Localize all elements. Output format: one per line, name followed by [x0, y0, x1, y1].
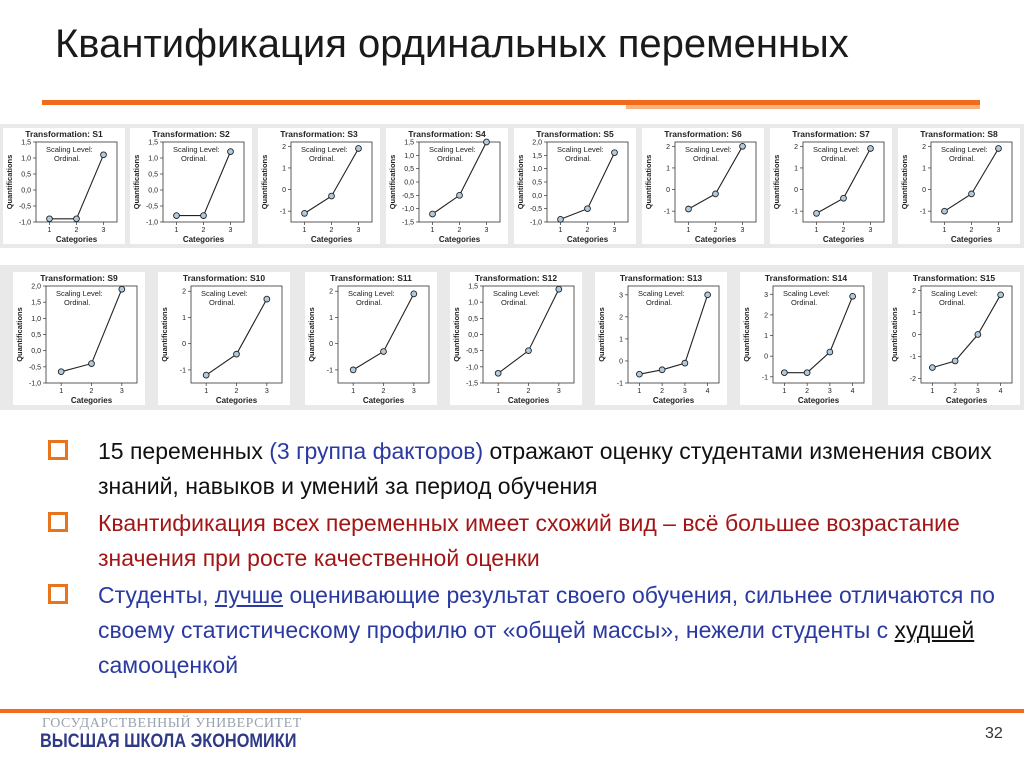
chart-title: Transformation: S8	[920, 129, 998, 139]
data-point	[119, 286, 125, 292]
data-point	[975, 332, 981, 338]
bullet-2-text: Квантификация всех переменных имеет схожий вид – всё большее возрастание значения при росте качественной оценки	[98, 510, 960, 571]
y-tick-label: 1,5	[404, 139, 414, 147]
chart-15	[888, 272, 1020, 405]
y-axis-label: Quantifications	[516, 154, 525, 210]
data-point	[74, 216, 80, 222]
x-tick-label: 2	[585, 227, 590, 234]
data-point	[814, 210, 820, 216]
chart-4	[386, 128, 508, 244]
chart-title: Transformation: S11	[330, 273, 412, 283]
data-point	[356, 146, 362, 152]
scaling-level-value: Ordinal.	[209, 298, 236, 307]
x-tick-label: 2	[234, 388, 239, 395]
x-tick-label: 1	[430, 227, 435, 234]
x-tick-label: 1	[496, 388, 501, 395]
x-tick-label: 1	[59, 388, 64, 395]
bullet-3-text-b: оценивающие результат своего обучения, сильнее отличаются по своему статистическому профилю от «общей массы», нежели студенты с	[98, 582, 995, 643]
chart-title: Transformation: S2	[152, 129, 230, 139]
x-tick-label: 1	[686, 227, 691, 234]
x-axis-label: Categories	[362, 396, 405, 405]
y-tick-label: 2	[619, 314, 623, 322]
x-axis-label: Categories	[70, 396, 113, 405]
y-tick-label: 0,0	[21, 187, 31, 195]
y-tick-label: 1	[666, 165, 670, 173]
y-tick-label: 1,5	[148, 139, 158, 147]
x-tick-label: 1	[204, 388, 209, 395]
x-tick-label: 4	[705, 388, 710, 395]
y-tick-label: 1,0	[532, 166, 542, 174]
y-tick-label: 2	[182, 288, 186, 296]
y-tick-label: 0	[764, 353, 768, 361]
y-tick-label: -1,0	[18, 219, 31, 227]
x-tick-label: 1	[47, 227, 52, 234]
scaling-level-value: Ordinal.	[821, 154, 848, 163]
data-point	[302, 210, 308, 216]
chart-7	[770, 128, 892, 244]
y-tick-label: 2	[794, 143, 798, 151]
scaling-level-value: Ordinal.	[646, 298, 673, 307]
square-bullet-icon	[48, 584, 68, 604]
x-tick-label: 1	[782, 388, 787, 395]
y-tick-label: -0,5	[401, 192, 414, 200]
x-tick-label: 3	[682, 388, 687, 395]
data-point	[58, 369, 64, 375]
y-tick-label: 2	[666, 143, 670, 151]
y-tick-label: -1	[791, 208, 798, 216]
scaling-level-label: Scaling Level:	[638, 289, 685, 298]
scaling-level-label: Scaling Level:	[173, 145, 220, 154]
y-axis-label: Quantifications	[160, 307, 169, 362]
x-axis-label: Categories	[182, 235, 225, 244]
x-axis-label: Categories	[310, 235, 353, 244]
x-tick-label: 3	[556, 388, 561, 395]
y-tick-label: -1	[279, 208, 286, 216]
data-point	[682, 360, 688, 366]
chart-title: Transformation: S15	[912, 273, 996, 283]
bullet-item-1	[48, 434, 1008, 504]
data-point	[484, 139, 490, 145]
x-tick-label: 1	[637, 388, 642, 395]
data-point	[174, 213, 180, 219]
square-bullet-icon	[48, 512, 68, 532]
x-tick-label: 1	[174, 227, 179, 234]
x-tick-label: 3	[827, 388, 832, 395]
x-axis-label: Categories	[945, 396, 988, 405]
chart-title: Transformation: S14	[764, 273, 848, 283]
data-point	[329, 193, 335, 199]
x-tick-label: 3	[612, 227, 617, 234]
bullet-item-3	[48, 578, 1008, 683]
plot-frame	[46, 286, 137, 383]
scaling-level-label: Scaling Level:	[201, 289, 248, 298]
y-tick-label: 1	[922, 165, 926, 173]
x-axis-label: Categories	[55, 235, 98, 244]
y-axis-label: Quantifications	[597, 307, 606, 362]
y-tick-label: 2,0	[31, 283, 41, 291]
data-point	[952, 358, 958, 364]
data-point	[612, 150, 618, 156]
scaling-level-label: Scaling Level:	[348, 289, 395, 298]
y-axis-label: Quantifications	[132, 154, 141, 210]
y-tick-label: 1,0	[468, 299, 478, 307]
y-tick-label: 1	[282, 165, 286, 173]
scaling-level-value: Ordinal.	[356, 298, 383, 307]
y-tick-label: -0,5	[18, 203, 31, 211]
y-tick-label: 1	[794, 165, 798, 173]
y-tick-label: 0	[329, 341, 333, 349]
y-tick-label: 0,0	[532, 192, 542, 200]
y-tick-label: 0	[922, 187, 926, 195]
scaling-level-label: Scaling Level:	[685, 145, 732, 154]
chart-title: Transformation: S5	[536, 129, 614, 139]
y-tick-label: 0,0	[31, 348, 41, 356]
y-tick-label: 1,5	[532, 152, 542, 160]
chart-10	[158, 272, 290, 405]
x-tick-label: 3	[119, 388, 124, 395]
chart-13	[595, 272, 727, 405]
x-tick-label: 3	[996, 227, 1001, 234]
y-axis-label: Quantifications	[644, 154, 653, 210]
data-point	[998, 292, 1004, 298]
x-tick-label: 1	[814, 227, 819, 234]
chart-title: Transformation: S7	[792, 129, 870, 139]
y-axis-label: Quantifications	[5, 154, 14, 210]
x-tick-label: 2	[805, 388, 810, 395]
y-tick-label: -1	[179, 367, 186, 375]
data-point	[526, 348, 532, 354]
x-tick-label: 4	[850, 388, 855, 395]
y-tick-label: 0	[666, 187, 670, 195]
x-tick-label: 1	[942, 227, 947, 234]
scaling-level-value: Ordinal.	[309, 154, 336, 163]
data-point	[201, 213, 207, 219]
bullet-1-highlight: (3 группа факторов)	[269, 438, 484, 464]
plot-frame	[483, 286, 574, 383]
data-point	[636, 371, 642, 377]
university-logo-bottom: ВЫСШАЯ ШКОЛА ЭКОНОМИКИ	[40, 731, 297, 752]
square-bullet-icon	[48, 440, 68, 460]
data-point	[969, 191, 975, 197]
chart-6	[642, 128, 764, 244]
university-logo-top: ГОСУДАРСТВЕННЫЙ УНИВЕРСИТЕТ	[42, 716, 302, 731]
data-point	[585, 206, 591, 212]
y-tick-label: 2,0	[532, 139, 542, 147]
x-axis-label: Categories	[507, 396, 550, 405]
y-tick-label: 0,0	[148, 187, 158, 195]
y-tick-label: 0	[619, 358, 623, 366]
y-tick-label: 2	[764, 312, 768, 320]
y-tick-label: 1	[619, 336, 623, 344]
scaling-level-label: Scaling Level:	[557, 145, 604, 154]
scaling-level-value: Ordinal.	[181, 154, 208, 163]
y-tick-label: -1	[326, 367, 333, 375]
footer-divider	[0, 709, 1024, 713]
data-point	[781, 370, 787, 376]
x-tick-label: 3	[975, 388, 980, 395]
y-tick-label: 1,5	[31, 299, 41, 307]
x-tick-label: 2	[660, 388, 665, 395]
y-tick-label: 1,0	[21, 155, 31, 163]
y-tick-label: 0	[912, 332, 916, 339]
x-tick-label: 3	[411, 388, 416, 395]
x-tick-label: 2	[74, 227, 79, 234]
chart-3	[258, 128, 380, 244]
chart-title: Transformation: S13	[619, 273, 703, 283]
y-tick-label: 2	[922, 143, 926, 151]
scaling-level-value: Ordinal.	[437, 154, 464, 163]
y-tick-label: -0,5	[529, 206, 542, 214]
data-point	[411, 291, 417, 297]
y-tick-label: 1	[912, 309, 916, 317]
bullet-1-text-a: 15 переменных	[98, 438, 270, 464]
bullet-item-2	[48, 506, 1008, 576]
x-tick-label: 3	[264, 388, 269, 395]
y-tick-label: -1,0	[529, 219, 542, 227]
chart-8	[898, 128, 1020, 244]
x-tick-label: 2	[457, 227, 462, 234]
scaling-level-label: Scaling Level:	[429, 145, 476, 154]
y-tick-label: -1,0	[145, 219, 158, 227]
data-point	[850, 293, 856, 299]
data-point	[228, 149, 234, 155]
y-tick-label: 0,0	[404, 179, 414, 187]
bullet-1-text-b: отражают оценку студентами изменения своих знаний, навыков и умений за период обучения	[98, 438, 992, 499]
x-tick-label: 2	[526, 388, 531, 395]
bullet-3-text-a: Студенты,	[98, 582, 215, 608]
y-tick-label: -2	[909, 376, 916, 384]
y-tick-label: -1	[663, 208, 670, 216]
x-tick-label: 1	[930, 388, 935, 395]
data-point	[203, 372, 209, 378]
x-tick-label: 3	[868, 227, 873, 234]
y-tick-label: 1,0	[31, 315, 41, 323]
chart-title: Transformation: S10	[182, 273, 266, 283]
x-tick-label: 3	[356, 227, 361, 234]
scaling-level-value: Ordinal.	[939, 298, 966, 307]
bullet-3-underlined-worse: худшей	[894, 617, 975, 643]
y-tick-label: 3	[619, 292, 623, 300]
x-tick-label: 1	[351, 388, 356, 395]
data-point	[234, 351, 240, 357]
x-tick-label: 2	[89, 388, 94, 395]
chart-12	[450, 272, 582, 405]
bullet-list	[48, 434, 1008, 685]
data-point	[686, 206, 692, 212]
data-point	[659, 367, 665, 373]
scaling-level-label: Scaling Level:	[931, 289, 978, 298]
y-tick-label: -0,5	[465, 348, 478, 356]
chart-title: Transformation: S9	[40, 273, 118, 283]
y-tick-label: 1	[764, 333, 768, 341]
x-tick-label: 3	[101, 227, 106, 234]
data-point	[942, 208, 948, 214]
data-point	[101, 152, 107, 158]
y-axis-label: Quantifications	[900, 154, 909, 210]
scaling-level-label: Scaling Level:	[813, 145, 860, 154]
y-tick-label: 0,5	[404, 166, 414, 174]
scaling-level-value: Ordinal.	[949, 154, 976, 163]
y-tick-label: -1,5	[465, 380, 478, 388]
data-point	[556, 286, 562, 292]
y-tick-label: 0,5	[532, 179, 542, 187]
chart-2	[130, 128, 252, 244]
data-point	[713, 191, 719, 197]
y-tick-label: 1,5	[468, 283, 478, 291]
scaling-level-value: Ordinal.	[693, 154, 720, 163]
data-point	[868, 146, 874, 152]
scaling-level-value: Ordinal.	[64, 298, 91, 307]
x-tick-label: 2	[713, 227, 718, 234]
bullet-3-underlined-better: лучше	[214, 582, 284, 608]
scaling-level-value: Ordinal.	[54, 154, 81, 163]
data-point	[457, 192, 463, 198]
y-tick-label: 0,5	[31, 332, 41, 339]
data-point	[996, 146, 1002, 152]
data-point	[430, 211, 436, 217]
chart-title: Transformation: S4	[408, 129, 486, 139]
y-tick-label: 1,5	[21, 139, 31, 147]
x-tick-label: 2	[201, 227, 206, 234]
y-tick-label: -1,5	[401, 219, 414, 227]
y-axis-label: Quantifications	[742, 307, 751, 362]
y-tick-label: 1,0	[148, 155, 158, 163]
y-tick-label: 0,5	[21, 171, 31, 179]
page-number: 32	[985, 725, 1003, 742]
data-point	[47, 216, 53, 222]
y-tick-label: 3	[764, 291, 768, 299]
scaling-level-label: Scaling Level:	[56, 289, 103, 298]
chart-14	[740, 272, 872, 405]
x-tick-label: 1	[558, 227, 563, 234]
y-tick-label: -1,0	[465, 364, 478, 372]
scaling-level-label: Scaling Level:	[46, 145, 93, 154]
chart-9	[13, 272, 145, 405]
x-tick-label: 2	[381, 388, 386, 395]
x-tick-label: 3	[228, 227, 233, 234]
y-tick-label: 0,0	[468, 332, 478, 339]
y-tick-label: 1	[182, 314, 186, 322]
data-point	[264, 296, 270, 302]
x-tick-label: 2	[841, 227, 846, 234]
chart-1	[3, 128, 125, 244]
y-tick-label: 1,0	[404, 152, 414, 160]
y-tick-label: 0	[794, 187, 798, 195]
y-tick-label: 2	[282, 143, 286, 151]
chart-5	[514, 128, 636, 244]
slide-title: Квантификация ординальных переменных	[55, 22, 849, 66]
chart-title: Transformation: S6	[664, 129, 742, 139]
chart-11	[305, 272, 437, 405]
data-point	[705, 292, 711, 298]
title-underline-accent	[626, 105, 980, 109]
y-tick-label: -1,0	[401, 206, 414, 214]
scaling-level-value: Ordinal.	[501, 298, 528, 307]
x-axis-label: Categories	[215, 396, 258, 405]
y-tick-label: -1	[909, 354, 916, 362]
y-axis-label: Quantifications	[15, 307, 24, 362]
y-axis-label: Quantifications	[452, 307, 461, 362]
data-point	[841, 195, 847, 201]
y-axis-label: Quantifications	[772, 154, 781, 210]
y-tick-label: 0	[282, 187, 286, 195]
x-tick-label: 1	[302, 227, 307, 234]
y-tick-label: 0,5	[468, 315, 478, 323]
data-point	[495, 370, 501, 376]
data-point	[89, 361, 95, 367]
bullet-3-text-c: самооценкой	[98, 652, 239, 678]
y-tick-label: 0	[182, 341, 186, 349]
data-point	[558, 216, 564, 222]
x-tick-label: 2	[969, 227, 974, 234]
scaling-level-label: Scaling Level:	[941, 145, 988, 154]
y-axis-label: Quantifications	[890, 307, 899, 362]
y-tick-label: -0,5	[28, 364, 41, 372]
x-axis-label: Categories	[694, 235, 737, 244]
scaling-level-label: Scaling Level:	[493, 289, 540, 298]
y-tick-label: -1	[919, 208, 926, 216]
data-point	[350, 367, 356, 373]
data-point	[740, 143, 746, 149]
scaling-level-value: Ordinal.	[791, 298, 818, 307]
y-tick-label: 2	[329, 288, 333, 296]
y-tick-label: 2	[912, 287, 916, 295]
scaling-level-value: Ordinal.	[565, 154, 592, 163]
x-tick-label: 3	[484, 227, 489, 234]
scaling-level-label: Scaling Level:	[783, 289, 830, 298]
y-tick-label: -1	[761, 374, 768, 382]
x-axis-label: Categories	[652, 396, 695, 405]
x-tick-label: 3	[740, 227, 745, 234]
chart-title: Transformation: S12	[474, 273, 558, 283]
x-axis-label: Categories	[797, 396, 840, 405]
chart-title: Transformation: S1	[25, 129, 103, 139]
x-axis-label: Categories	[438, 235, 481, 244]
y-tick-label: 0,5	[148, 171, 158, 179]
x-tick-label: 2	[953, 388, 958, 395]
x-axis-label: Categories	[950, 235, 993, 244]
x-tick-label: 2	[329, 227, 334, 234]
y-tick-label: -1,0	[28, 380, 41, 388]
y-tick-label: -1	[616, 380, 623, 388]
chart-title: Transformation: S3	[280, 129, 358, 139]
x-axis-label: Categories	[822, 235, 865, 244]
data-point	[381, 349, 387, 355]
x-axis-label: Categories	[566, 235, 609, 244]
scaling-level-label: Scaling Level:	[301, 145, 348, 154]
data-point	[827, 349, 833, 355]
data-point	[804, 370, 810, 376]
data-point	[929, 365, 935, 371]
y-axis-label: Quantifications	[260, 154, 269, 210]
y-tick-label: 1	[329, 314, 333, 322]
y-axis-label: Quantifications	[388, 154, 397, 210]
y-axis-label: Quantifications	[307, 307, 316, 362]
x-tick-label: 4	[998, 388, 1003, 395]
y-tick-label: -0,5	[145, 203, 158, 211]
